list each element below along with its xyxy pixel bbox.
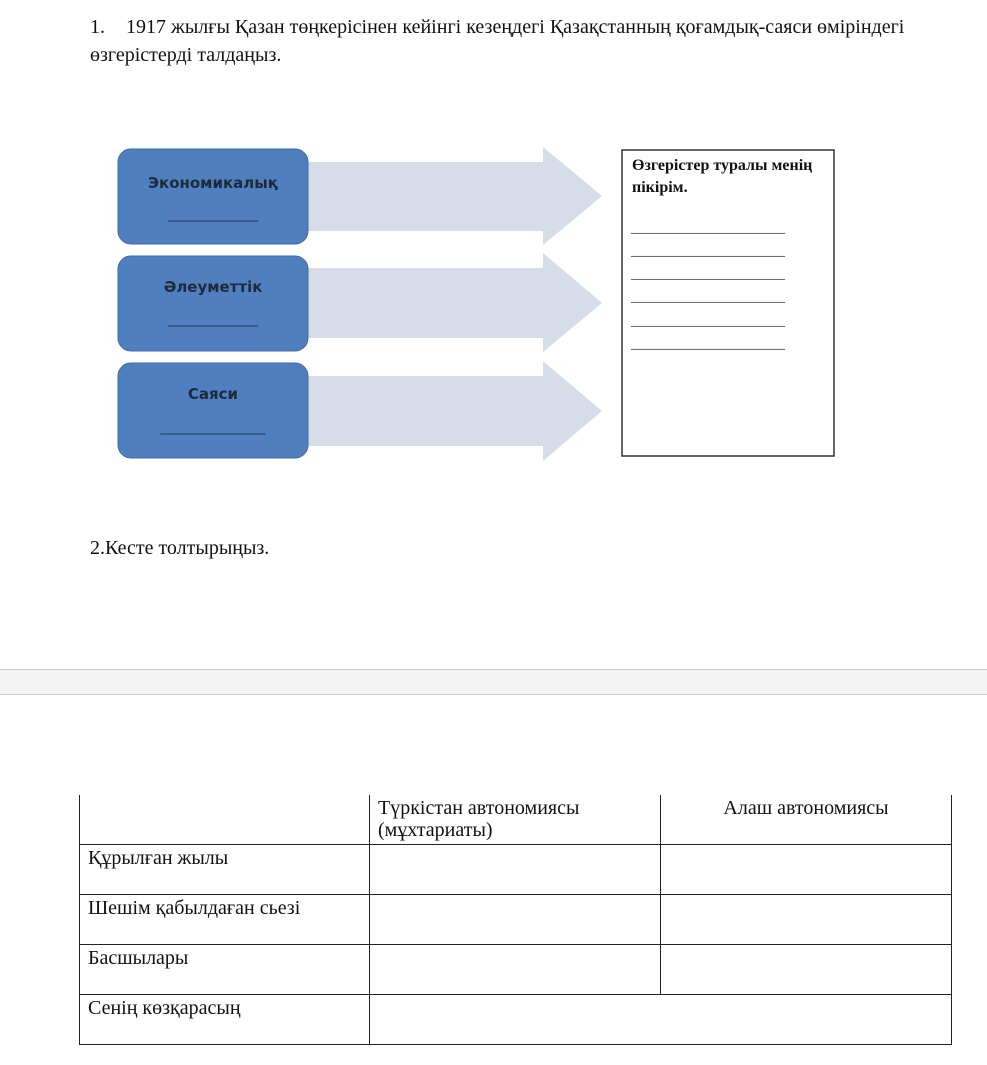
opinion-line-2: ______________________ bbox=[631, 244, 785, 259]
opinion-line-1: ______________________ bbox=[631, 221, 785, 236]
row-label-your-view: Сенің көзқарасың bbox=[80, 995, 370, 1045]
row-label-founded-year: Құрылған жылы bbox=[80, 845, 370, 895]
table-header-empty bbox=[80, 795, 370, 845]
opinion-line-4: ______________________ bbox=[631, 290, 785, 305]
question-1-number: 1. bbox=[90, 16, 105, 38]
question-2: 2.Кесте толтырыңыз. bbox=[90, 537, 270, 559]
cell-your-view[interactable] bbox=[370, 995, 952, 1045]
box-social-label: Әлеуметтік bbox=[163, 278, 263, 296]
box-economic bbox=[118, 149, 308, 244]
cell-alash-congress[interactable] bbox=[661, 895, 952, 945]
box-economic-blank: ____________ bbox=[168, 204, 258, 222]
box-social-blank: ____________ bbox=[168, 309, 258, 327]
opinion-title: Өзгерістер туралы менің пікірім. bbox=[632, 157, 813, 196]
cell-alash-leaders[interactable] bbox=[661, 945, 952, 995]
box-economic-label: Экономикалық bbox=[148, 174, 278, 192]
cell-turkestan-congress[interactable] bbox=[370, 895, 661, 945]
box-political-label: Саяси bbox=[187, 385, 239, 403]
arrow-political bbox=[300, 361, 602, 461]
box-political bbox=[118, 363, 308, 458]
table-row bbox=[80, 995, 952, 1045]
opinion-line-3: ______________________ bbox=[631, 267, 785, 282]
changes-diagram bbox=[0, 0, 987, 520]
arrow-social bbox=[300, 253, 602, 352]
autonomy-table bbox=[79, 795, 952, 1045]
cell-alash-founded-year[interactable] bbox=[661, 845, 952, 895]
table-row bbox=[80, 845, 952, 895]
row-label-leaders: Басшылары bbox=[80, 945, 370, 995]
arrow-economic bbox=[300, 147, 602, 245]
table-row bbox=[80, 945, 952, 995]
table-header-turkestan: Түркістан автономиясы (мұхтариаты) bbox=[370, 795, 661, 845]
box-social bbox=[118, 256, 308, 351]
page-separator bbox=[0, 669, 987, 695]
row-label-congress: Шешім қабылдаған сьезі bbox=[80, 895, 370, 945]
table-header-row bbox=[80, 795, 952, 845]
cell-turkestan-leaders[interactable] bbox=[370, 945, 661, 995]
question-1-text: 1917 жылғы Қазан төңкерісінен кейінгі кезеңдегі Қазақстанның қоғамдық-саяси өміріндегі өзгерістерді талдаңыз. bbox=[90, 16, 905, 66]
box-political-blank: ______________ bbox=[160, 417, 266, 435]
opinion-line-6: ______________________ bbox=[631, 337, 785, 352]
opinion-line-5: ______________________ bbox=[631, 314, 785, 329]
cell-turkestan-founded-year[interactable] bbox=[370, 845, 661, 895]
table-header-alash: Алаш автономиясы bbox=[661, 795, 952, 845]
table-row bbox=[80, 895, 952, 945]
